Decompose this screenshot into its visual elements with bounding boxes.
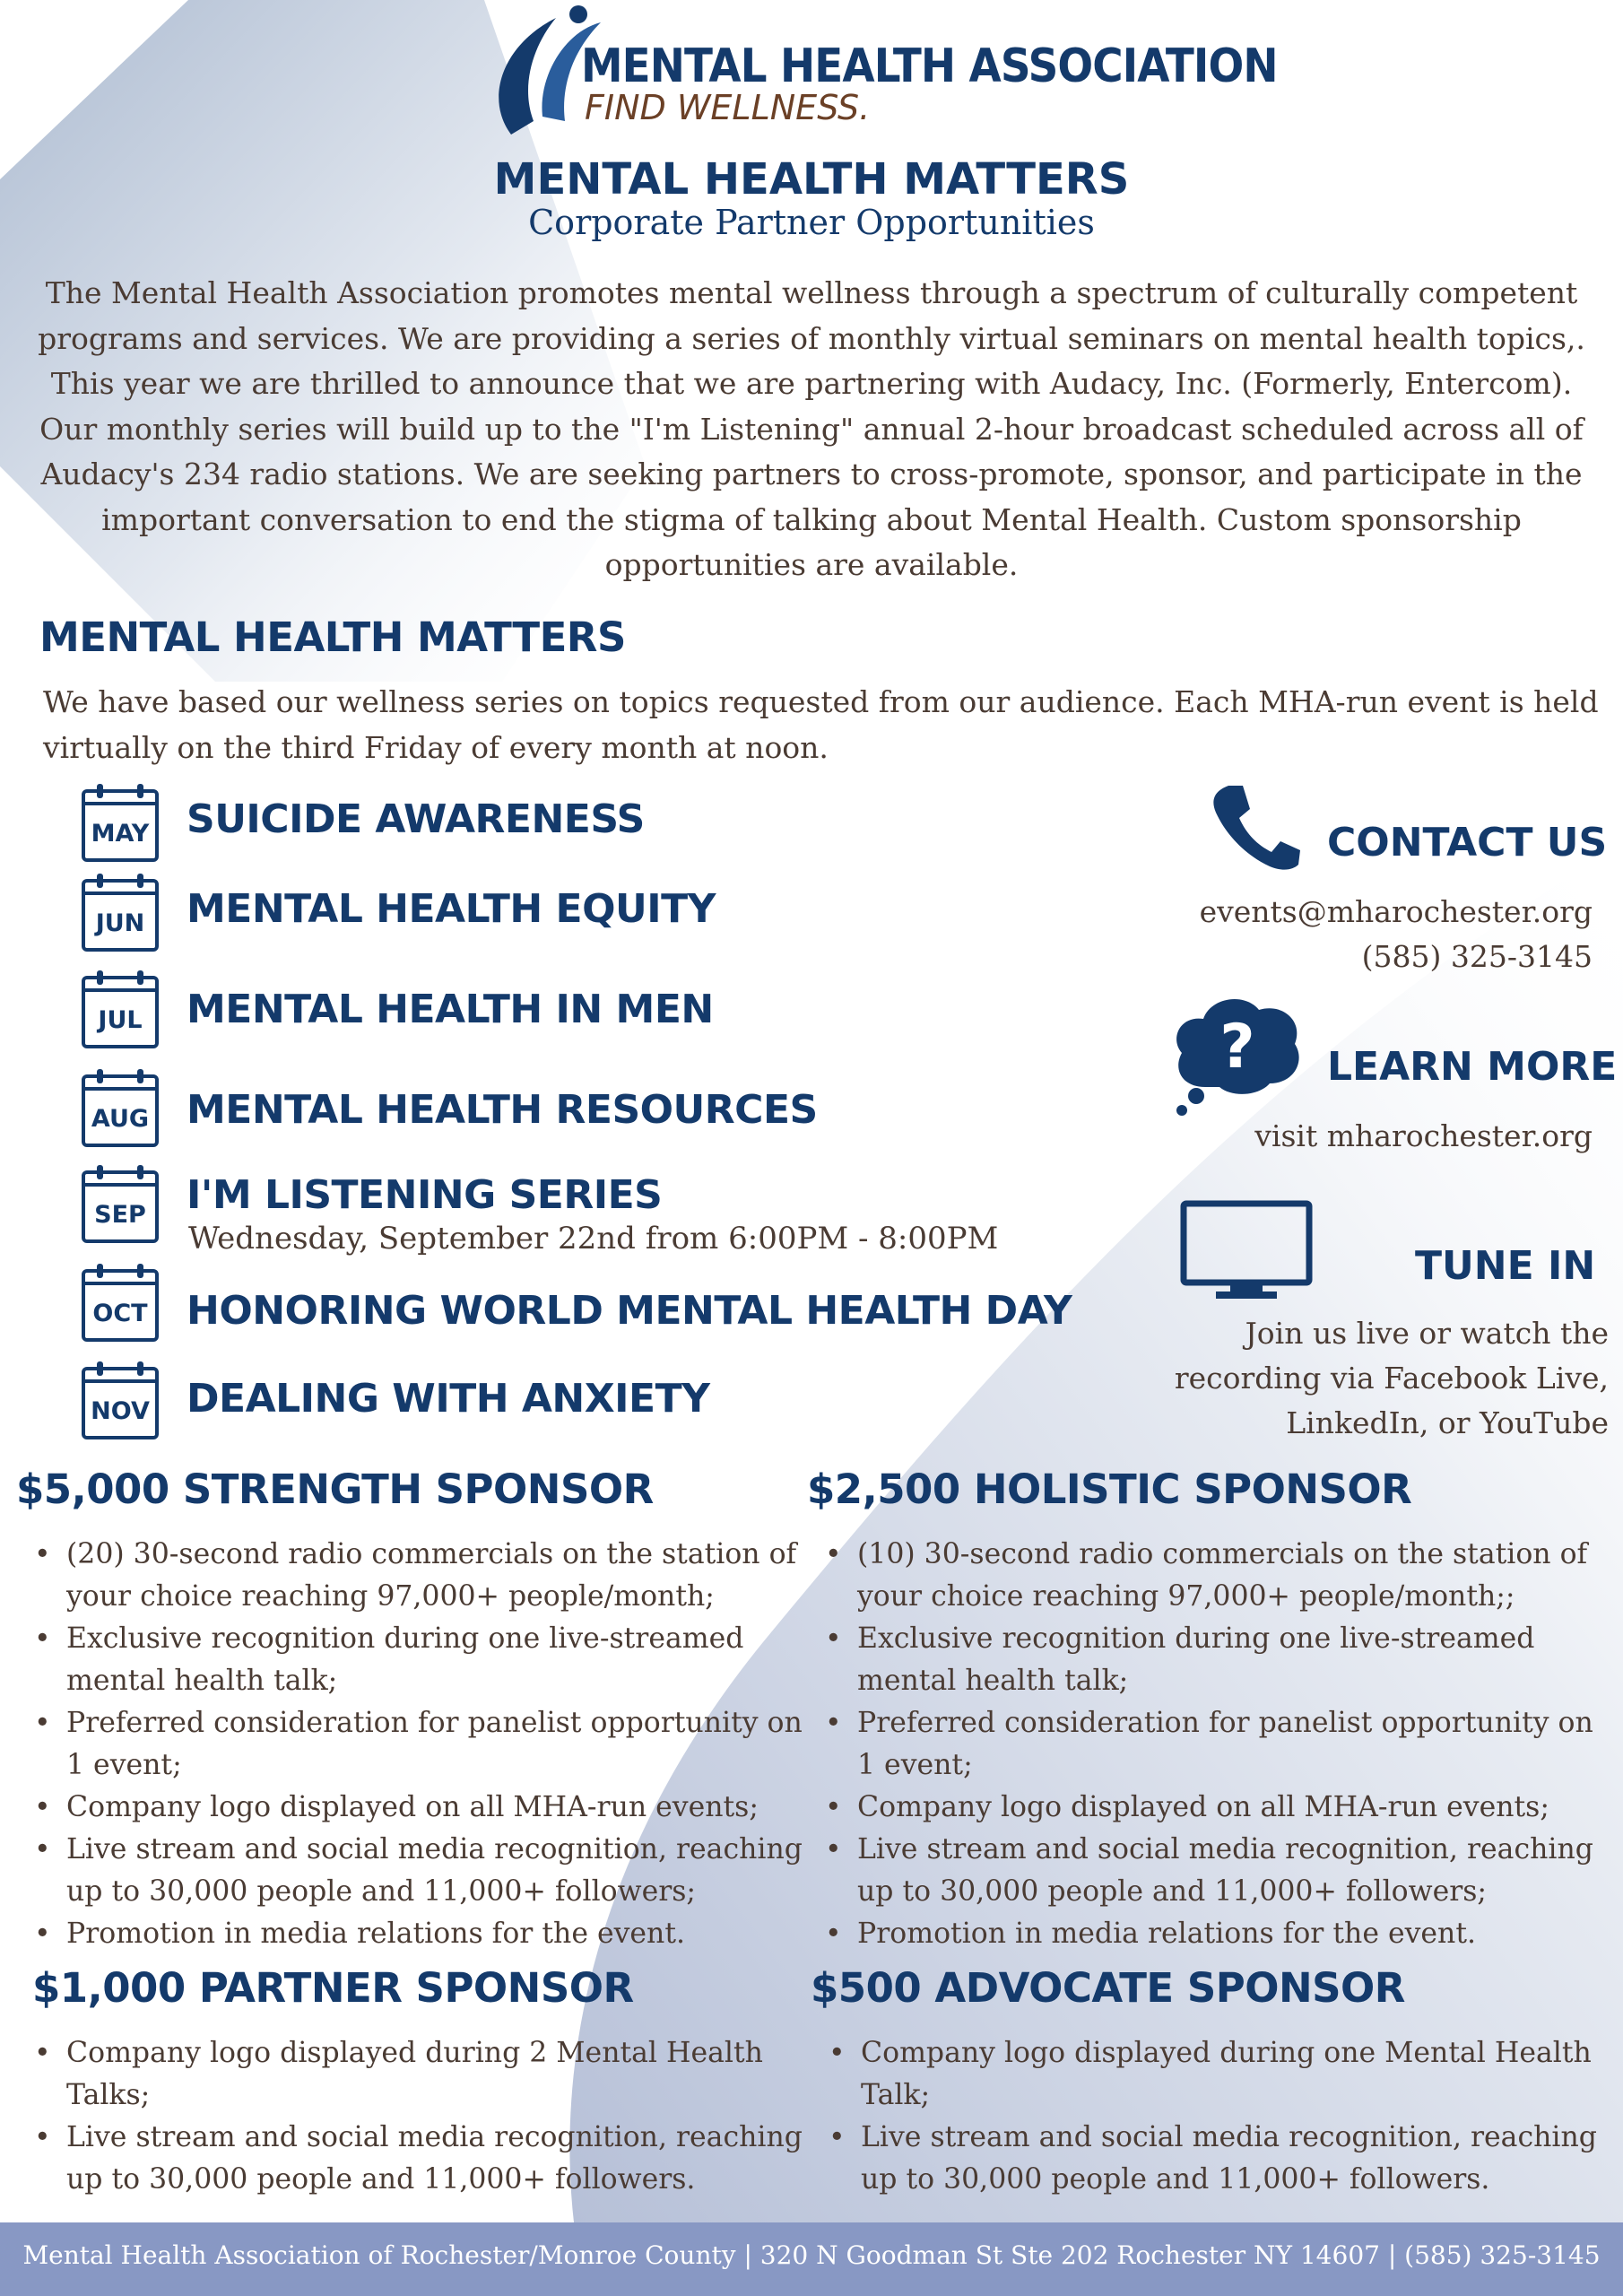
- series-description: We have based our wellness series on topics requested from our audience. Each MHA-run event is held virtually on the third Friday of every month at noon.: [43, 684, 1599, 765]
- event-month: AUG: [91, 1105, 150, 1133]
- list-item: • Company logo displayed on all MHA-run events;: [27, 1787, 816, 1829]
- event-title: SUICIDE AWARENESS: [187, 796, 645, 842]
- event-title: MENTAL HEALTH EQUITY: [187, 886, 716, 932]
- list-item: • Live stream and social media recognition, reaching up to 30,000 people and 11,000+ followers;: [818, 1829, 1607, 1913]
- intro-paragraph: The Mental Health Association promotes mental wellness through a spectrum of culturally competent programs and services. We are providing a series of monthly virtual seminars on mental health topics,. This year we are thrilled to announce that we are partnering with Audacy, Inc. (Formerly, Entercom). Our monthly series will build up to the "I'm Listening" annual 2-hour broadcast scheduled across all of Audacy's 234 radio stations. We are seeking partners to cross-promote, sponsor, and participate in the important conversation to end the stigma of talking about Mental Health. Custom sponsorship opportunities are available.: [38, 275, 1585, 582]
- list-item: • Exclusive recognition during one live-streamed mental health talk;: [818, 1618, 1607, 1702]
- event-detail: Wednesday, September 22nd from 6:00PM - 8:00PM: [188, 1221, 999, 1257]
- phone-icon: [1209, 782, 1302, 872]
- event-title: HONORING WORLD MENTAL HEALTH DAY: [187, 1288, 1072, 1334]
- list-item: • Preferred consideration for panelist opportunity on 1 event;: [27, 1702, 816, 1787]
- footer-bar: [0, 2222, 1623, 2296]
- tune-in-line: recording via Facebook Live,: [1174, 1361, 1609, 1396]
- sponsor-heading: $5,000 STRENGTH SPONSOR: [16, 1465, 654, 1513]
- list-item: • Company logo displayed during one Mental Health Talk;: [821, 2032, 1610, 2117]
- footer-text: Mental Health Association of Rochester/Monroe County | 320 N Goodman St Ste 202 Rochester NY 14607 | (585) 325-3145: [22, 2240, 1601, 2270]
- learn-more-text[interactable]: visit mharochester.org: [1254, 1118, 1593, 1153]
- sponsor-heading: $500 ADVOCATE SPONSOR: [811, 1964, 1405, 2012]
- event-title: MENTAL HEALTH RESOURCES: [187, 1087, 818, 1133]
- event-month: SEP: [94, 1201, 146, 1229]
- list-item: • (20) 30-second radio commercials on the station of your choice reaching 97,000+ people/month;: [27, 1534, 816, 1618]
- contact-heading: CONTACT US: [1327, 820, 1608, 865]
- sponsor-benefits-list: [821, 2032, 1610, 2201]
- learn-more-heading: LEARN MORE: [1327, 1044, 1618, 1090]
- event-title: DEALING WITH ANXIETY: [187, 1376, 710, 1422]
- svg-text:?: ?: [1219, 1012, 1255, 1083]
- contact-phone[interactable]: (585) 325-3145: [1361, 939, 1593, 974]
- list-item: • Live stream and social media recognition, reaching up to 30,000 people and 11,000+ followers.: [821, 2117, 1610, 2201]
- event-month: MAY: [91, 820, 150, 848]
- list-item: • Exclusive recognition during one live-streamed mental health talk;: [27, 1618, 816, 1702]
- event-month: JUN: [95, 909, 145, 937]
- event-title: MENTAL HEALTH IN MEN: [187, 987, 714, 1032]
- list-item: • Live stream and social media recognition, reaching up to 30,000 people and 11,000+ followers.: [27, 2117, 816, 2201]
- list-item: • Promotion in media relations for the event.: [27, 1913, 816, 1955]
- list-item: • Company logo displayed on all MHA-run events;: [818, 1787, 1607, 1829]
- org-tagline: FIND WELLNESS.: [585, 88, 871, 127]
- event-month: OCT: [92, 1300, 148, 1327]
- sponsor-benefits-list: [27, 1534, 816, 1955]
- sponsor-benefits-list: [818, 1534, 1607, 1955]
- page-title: MENTAL HEALTH MATTERS: [493, 154, 1130, 204]
- list-item: • Promotion in media relations for the event.: [818, 1913, 1607, 1955]
- org-name: MENTAL HEALTH ASSOCIATION: [581, 39, 1278, 93]
- list-item: • Company logo displayed during 2 Mental Health Talks;: [27, 2032, 816, 2117]
- list-item: • Preferred consideration for panelist opportunity on 1 event;: [818, 1702, 1607, 1787]
- sponsor-benefits-list: [27, 2032, 816, 2201]
- event-month: JUL: [98, 1006, 143, 1034]
- tune-in-line: LinkedIn, or YouTube: [1286, 1405, 1609, 1440]
- tune-in-heading: TUNE IN: [1415, 1243, 1596, 1289]
- event-month: NOV: [91, 1397, 150, 1425]
- sponsor-heading: $1,000 PARTNER SPONSOR: [32, 1964, 634, 2012]
- monitor-icon: [1180, 1200, 1313, 1300]
- sponsor-heading: $2,500 HOLISTIC SPONSOR: [807, 1465, 1412, 1513]
- event-title: I'M LISTENING SERIES: [187, 1172, 663, 1218]
- question-bubble-icon: [1169, 990, 1304, 1118]
- tune-in-line: Join us live or watch the: [1245, 1316, 1609, 1351]
- list-item: • Live stream and social media recognition, reaching up to 30,000 people and 11,000+ followers;: [27, 1829, 816, 1913]
- page-subtitle: Corporate Partner Opportunities: [528, 203, 1095, 242]
- contact-email[interactable]: events@mharochester.org: [1199, 894, 1593, 929]
- series-heading: MENTAL HEALTH MATTERS: [39, 613, 626, 661]
- list-item: • (10) 30-second radio commercials on the station of your choice reaching 97,000+ people/month;;: [818, 1534, 1607, 1618]
